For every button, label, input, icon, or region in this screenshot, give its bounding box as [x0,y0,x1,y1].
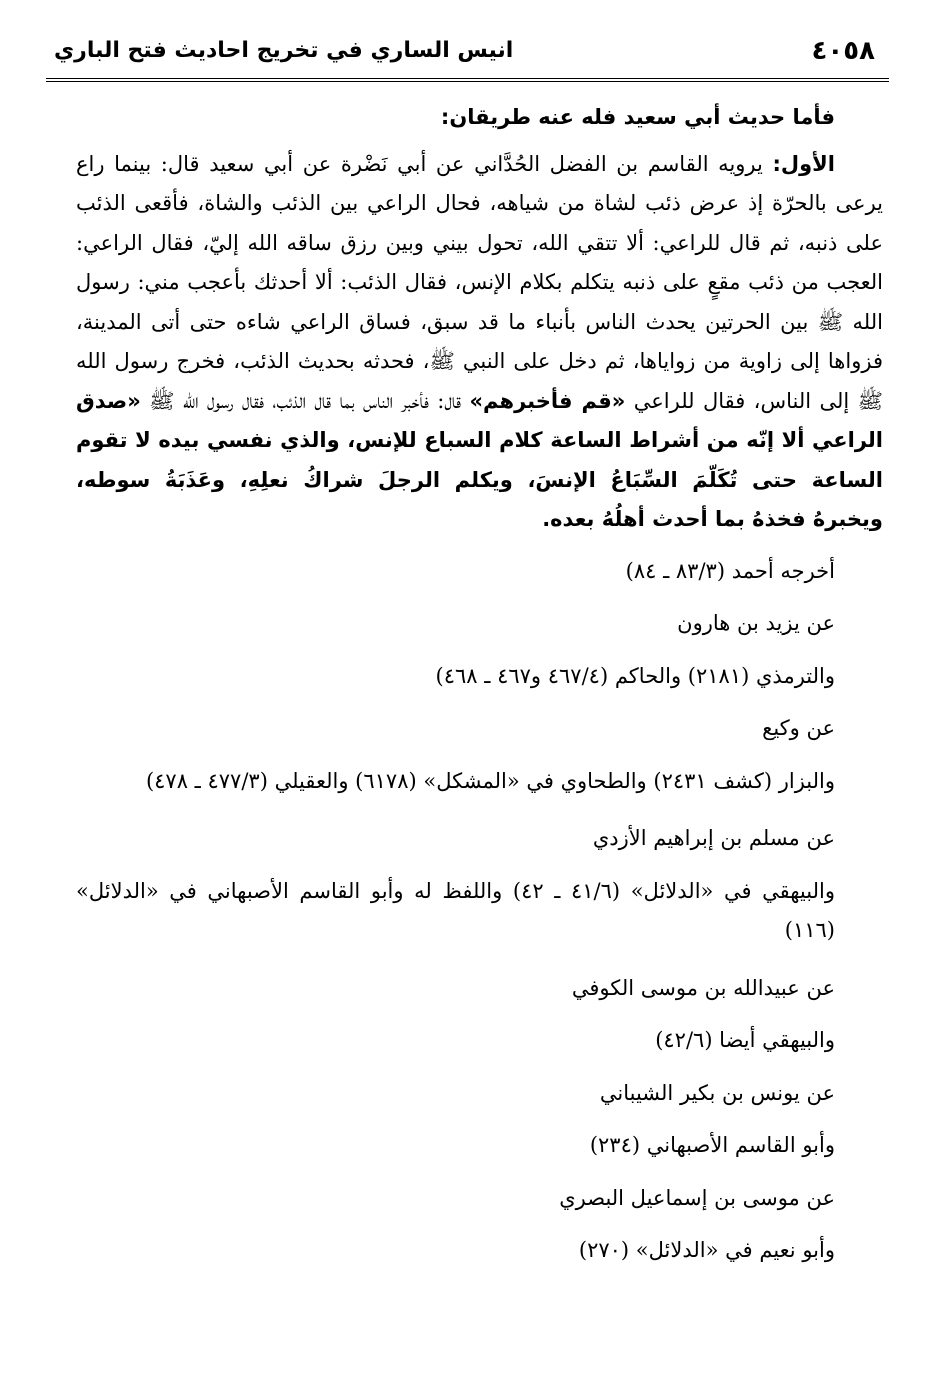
source-line: عن مسلم بن إبراهيم الأزدي [592,826,835,850]
header-divider [46,78,889,82]
source-line: وأبو نعيم في «الدلائل» (٢٧٠) [578,1238,835,1262]
page-body [76,98,883,1284]
source-line: أخرجه أحمد (٨٣/٣ ـ ٨٤) [625,558,835,583]
hadith-paragraph [76,145,883,540]
source-line: والترمذي (٢١٨١) والحاكم (٤٦٧/٤ و٤٦٧ ـ ٤٦٨) [435,663,835,688]
paragraph-lead: الأول: [772,151,835,176]
quote-two: «صدق الراعي ألا إنّه من أشراط الساعة كلام السباع للإنس، والذي نفسي بيده لا تقوم الساعة حتى تُكَلّمَ السِّبَاعُ الإنسَ، ويكلم الرجلَ شراكُ نعلِهِ، وعَذَبَةُ سوطه، ويخبرهُ فخذهُ بما أحدث أهلُهُ بعده. [76,388,883,531]
source-line: عن يونس بن بكير الشيباني [599,1080,835,1105]
source-line: والبيهقي أيضا (٤٢/٦) [655,1028,835,1052]
source-line: عن موسى بن إسماعيل البصري [559,1185,835,1210]
sources-list [76,552,883,1271]
source-line: والبزار (كشف ٢٤٣١) والطحاوي في «المشكل» (٦١٧٨) والعقيلي (٤٧٧/٣ ـ ٤٧٨) [145,768,835,793]
paragraph-text-mid: قال: فأخبر الناس بما قال الذئب، فقال رسول الله ﷺ [140,388,470,413]
source-line: وأبو القاسم الأصبهاني (٢٣٤) [589,1133,835,1157]
source-line: والبيهقي في «الدلائل» (٤١/٦ ـ ٤٢) واللفظ له وأبو القاسم الأصبهاني في «الدلائل» (١١٦) [76,878,835,942]
paragraph-text: يرويه القاسم بن الفضل الحُدَّاني عن أبي نَضْرة عن أبي سعيد قال: بينما راع يرعى بالحرّة إذ عرض ذئب لشاة من شياهه، فحال الراعي بين الذئب والشاة، فأقعى الذئب على ذنبه، ثم قال للراعي: ألا تتقي الله، تحول بيني وبين رزق ساقه الله إليّ، فقال الراعي: العجب من ذئب مقعٍ على ذنبه يتكلم بكلام الإنس، فقال الذئب: ألا أحدثك بأعجب مني: رسول الله ﷺ بين الحرتين يحدث الناس بأنباء ما قد سبق، فساق الراعي شاءه حتى أتى المدينة، فزواها إلى زاوية من زواياها، ثم دخل على النبي ﷺ، فحدثه بحديث الذئب، فخرج رسول الله ﷺ إلى الناس، فقال للراعي [76,151,883,413]
page-header [46,30,889,82]
source-line: عن عبيدالله بن موسى الكوفي [571,975,835,1000]
quote-one: «قم فأخبرهم» [469,388,626,413]
page-number: ٤٠٥٨ [811,36,875,66]
book-title: انيس الساري في تخريج احاديث فتح الباري [54,38,514,63]
source-line: عن يزيد بن هارون [677,611,835,635]
source-line: عن وكيع [762,716,835,740]
section-heading: فأما حديث أبي سعيد فله عنه طريقان: [440,105,835,129]
